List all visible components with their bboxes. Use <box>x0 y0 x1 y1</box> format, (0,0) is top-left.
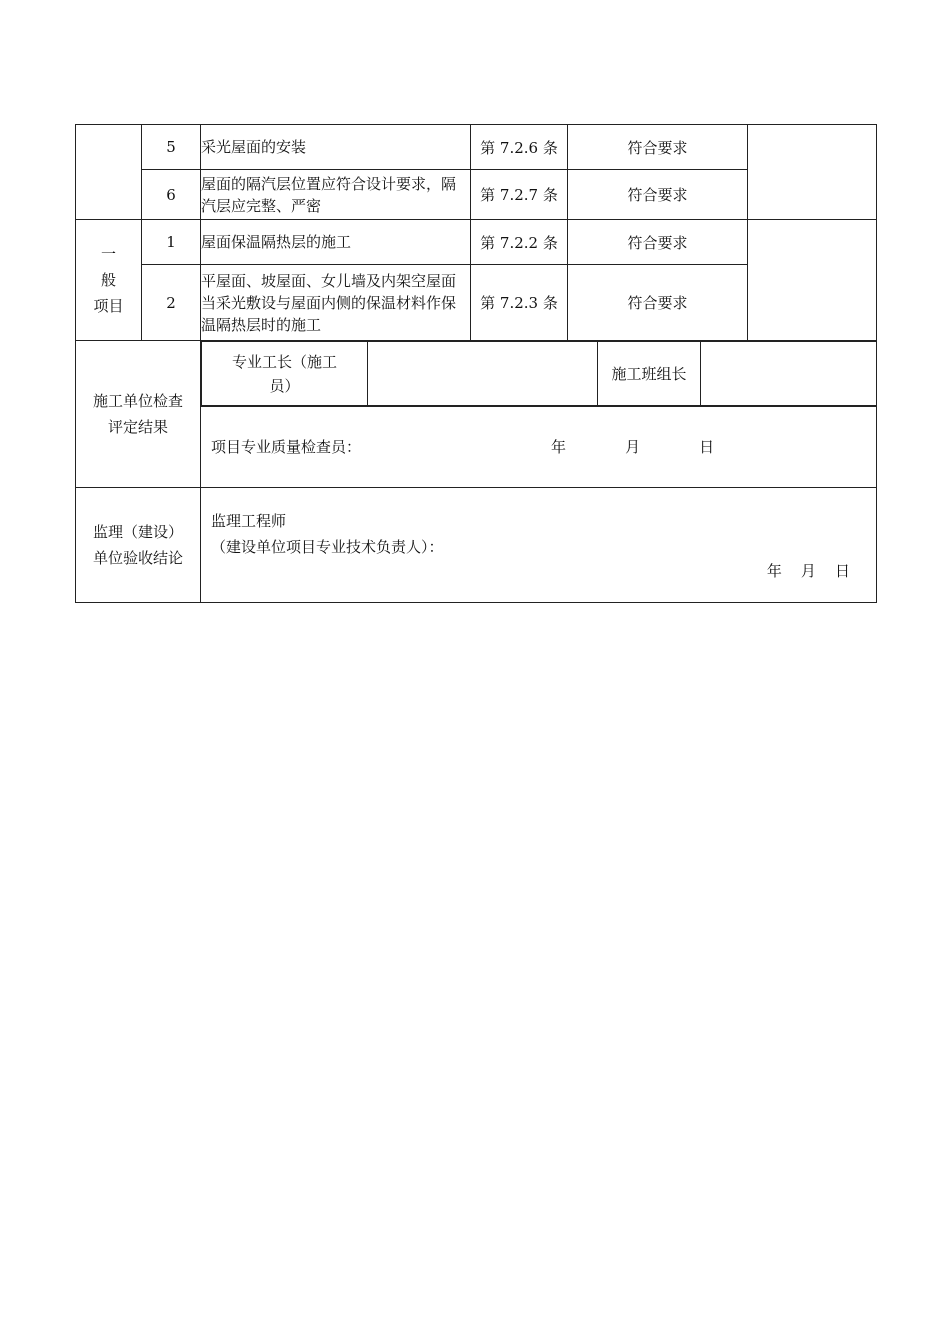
supervision-date: 年 月 日 <box>766 562 850 580</box>
general-items-line3: 项目 <box>93 297 124 315</box>
foreman-label <box>202 342 368 406</box>
table-row <box>76 125 877 170</box>
table-row <box>76 220 877 265</box>
item-content: 采光屋面的安装 <box>201 125 471 170</box>
inspector-label: 项目专业质量检查员： <box>211 438 362 456</box>
item-clause: 第 7.2.7 条 <box>471 170 568 220</box>
owner-representative-label: （建设单位项目专业技术负责人）： <box>211 538 444 556</box>
inspection-record-table <box>75 124 877 603</box>
foreman-label-line2: 员） <box>269 376 300 395</box>
inspector-cell <box>201 407 877 488</box>
supervision-record-cell <box>748 220 877 341</box>
supervision-engineer-label: 监理工程师 <box>211 512 287 530</box>
item-result: 符合要求 <box>568 265 748 341</box>
main-items-category-cell <box>76 125 142 220</box>
foreman-label-line1: 专业工长（施工 <box>231 352 337 371</box>
inspection-date: 年 月 日 <box>551 438 715 456</box>
supervision-conclusion-cell <box>201 488 877 603</box>
table-row <box>76 341 877 407</box>
supervision-record-cell <box>748 125 877 220</box>
general-items-category <box>76 220 142 341</box>
item-clause: 第 7.2.6 条 <box>471 125 568 170</box>
supervision-unit-label <box>76 488 201 603</box>
item-number: 5 <box>142 125 201 170</box>
signature-subtable <box>201 341 877 406</box>
item-clause: 第 7.2.2 条 <box>471 220 568 265</box>
foreman-signature-field[interactable] <box>368 342 598 406</box>
table-row <box>76 488 877 603</box>
item-number: 6 <box>142 170 201 220</box>
supervision-label-line2: 单位验收结论 <box>92 549 183 567</box>
item-content: 屋面的隔汽层位置应符合设计要求，隔汽层应完整、严密 <box>201 170 471 220</box>
general-items-line1: 一 <box>100 245 116 263</box>
item-content: 平屋面、坡屋面、女儿墙及内架空屋面当采光敷设与屋面内侧的保温材料作保温隔热层时的施工 <box>201 265 471 341</box>
team-leader-signature-field[interactable] <box>701 342 877 406</box>
construction-unit-label <box>76 341 201 488</box>
item-content: 屋面保温隔热层的施工 <box>201 220 471 265</box>
item-result: 符合要求 <box>568 125 748 170</box>
item-result: 符合要求 <box>568 170 748 220</box>
general-items-line2: 般 <box>100 271 116 289</box>
signature-row <box>201 341 877 407</box>
team-leader-label: 施工班组长 <box>598 342 701 406</box>
item-result: 符合要求 <box>568 220 748 265</box>
construction-label-line2: 评定结果 <box>107 418 168 436</box>
supervision-label-line1: 监理（建设） <box>92 523 183 541</box>
construction-label-line1: 施工单位检查 <box>92 392 183 410</box>
item-number: 2 <box>142 265 201 341</box>
item-number: 1 <box>142 220 201 265</box>
item-clause: 第 7.2.3 条 <box>471 265 568 341</box>
